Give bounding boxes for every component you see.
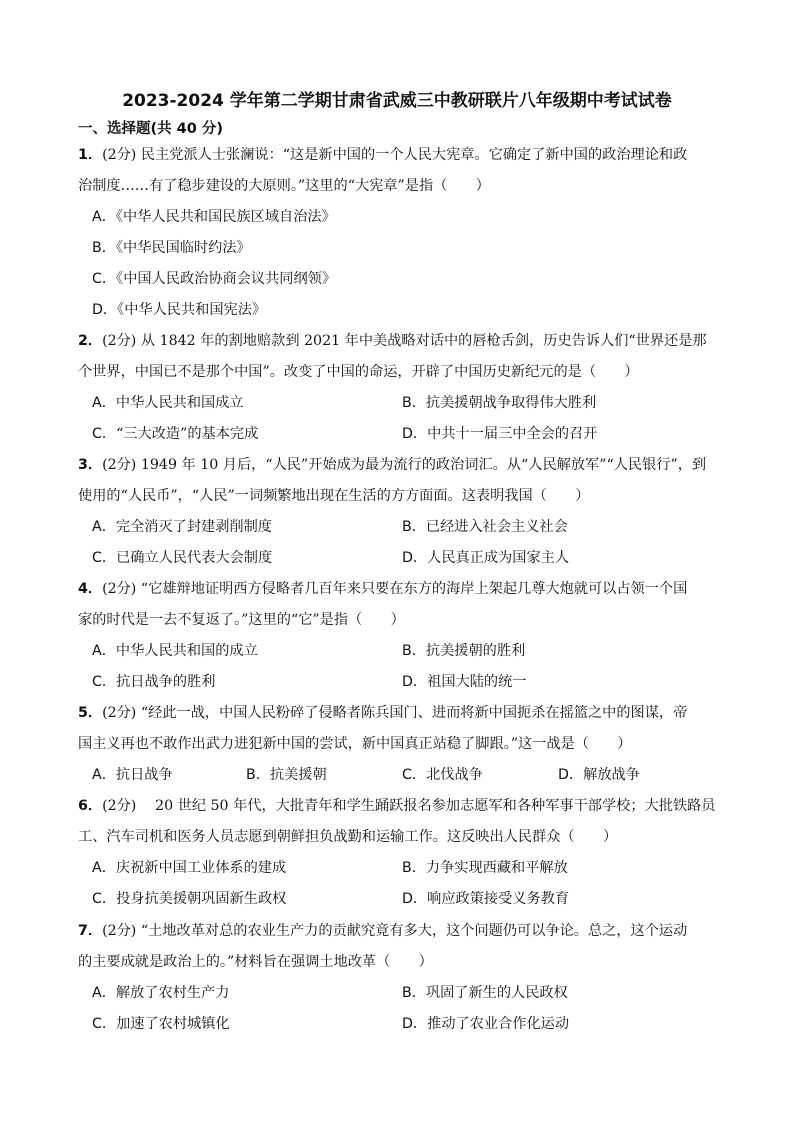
option-b [402, 388, 596, 419]
stem-line: 家的时代是一去不复返了。”这里的“它”是指（ ） [78, 612, 405, 628]
option-label: B． [246, 767, 270, 783]
option-text: 祖国大陆的统一 [427, 674, 527, 690]
option-text: 已经进入社会主义社会 [425, 519, 568, 535]
option-d [402, 884, 569, 915]
option-text: 解放了农村生产力 [115, 985, 230, 1001]
option-label: A． [92, 209, 116, 225]
option-text: 投身抗美援朝巩固新生政权 [116, 891, 287, 907]
option-a [92, 978, 229, 1009]
option-c [78, 264, 718, 295]
option-text: 抗美援朝战争取得伟大胜利 [425, 395, 597, 411]
question-score: (2分) [102, 147, 137, 163]
option-label: D． [92, 302, 118, 318]
option-b [402, 636, 525, 667]
option-label: C． [402, 767, 427, 783]
question-1 [78, 140, 718, 326]
option-a [92, 760, 173, 791]
options-row [78, 388, 718, 419]
option-label: C． [92, 674, 117, 690]
options-row [78, 667, 718, 698]
option-text: 完全消灭了封建剥削制度 [115, 519, 272, 535]
options-row [78, 760, 718, 791]
option-text: 力争实现西藏和平解放 [425, 860, 568, 876]
stem-line: 民主党派人士张澜说：“这是新中国的一个人民大宪章。它确定了新中国的政治理论和政 [140, 147, 688, 163]
options-row [78, 512, 718, 543]
option-label: A． [92, 519, 116, 535]
question-number: 1． [78, 147, 103, 163]
question-6 [78, 791, 718, 915]
option-text: 庆祝新中国工业体系的建成 [115, 860, 287, 876]
option-label: B． [92, 240, 116, 256]
options-row [78, 1009, 718, 1040]
stem-line: 工、汽车司机和医务人员志愿到朝鲜担负战勤和运输工作。这反映出人民群众（ ） [78, 829, 618, 845]
option-text: 《中国人民政治协商会议共同纲领》 [116, 271, 337, 287]
option-text: 解放战争 [583, 767, 640, 783]
question-score: (2分) [102, 798, 137, 814]
page-title: 2023-2024 学年第二学期甘肃省武威三中教研联片八年级期中考试试卷 [122, 91, 672, 111]
question-3 [78, 450, 718, 574]
question-stem [78, 916, 718, 947]
question-stem [78, 791, 718, 822]
question-stem [78, 450, 718, 481]
option-c [92, 543, 272, 574]
option-label: C． [92, 426, 117, 442]
option-text: 抗美援朝 [269, 767, 327, 783]
stem-line: 的主要成就是政治上的。”材料旨在强调土地改革（ ） [78, 954, 433, 970]
section-heading: 一、选择题(共 40 分) [78, 121, 224, 137]
option-text: 北伐战争 [426, 767, 483, 783]
question-stem [78, 574, 718, 605]
option-c [402, 760, 483, 791]
option-a [78, 202, 718, 233]
stem-line: 治制度……有了稳步建设的大原则。”这里的“大宪章”是指（ ） [78, 178, 490, 194]
option-label: B． [402, 860, 426, 876]
question-number: 5． [78, 705, 103, 721]
option-b [246, 760, 327, 791]
question-stem [78, 698, 718, 729]
option-c [92, 419, 258, 450]
option-b [402, 978, 568, 1009]
option-text: 已确立人民代表大会制度 [116, 550, 273, 566]
option-label: D． [402, 674, 428, 690]
option-text: 中华人民共和国成立 [115, 395, 244, 411]
option-text: 《中华民国临时约法》 [115, 240, 251, 256]
options-row [78, 853, 718, 884]
stem-line: 从 1842 年的割地赔款到 2021 年中美战略对话中的唇枪舌剑，历史告诉人们“世界还是那 [140, 333, 707, 349]
option-label: D． [558, 767, 584, 783]
question-stem [78, 140, 718, 171]
option-text: 抗日战争的胜利 [116, 674, 216, 690]
stem-line: 个世界，中国已不是那个中国”。改变了中国的命运，开辟了中国历史新纪元的是（ ） [78, 364, 639, 380]
option-label: D． [402, 426, 428, 442]
option-text: 《中华人民共和国宪法》 [117, 302, 267, 318]
question-stem [78, 326, 718, 357]
question-score: (2分) [102, 333, 137, 349]
question-number: 3． [78, 457, 103, 473]
options-row [78, 884, 718, 915]
question-score: (2分) [102, 923, 137, 939]
options-row [78, 543, 718, 574]
option-c [92, 667, 215, 698]
option-c [92, 884, 286, 915]
option-b [78, 233, 718, 264]
option-label: C． [92, 1016, 117, 1032]
question-score: (2分) [102, 581, 137, 597]
option-text: “三大改造”的基本完成 [116, 426, 259, 442]
option-label: B． [402, 985, 426, 1001]
option-d [402, 419, 597, 450]
option-label: C． [92, 891, 117, 907]
stem-line: “它雄辩地证明西方侵略者几百年来只要在东方的海岸上架起几尊大炮就可以占领一个国 [140, 581, 688, 597]
options-row [78, 978, 718, 1009]
option-label: C． [92, 271, 117, 287]
question-number: 6． [78, 798, 103, 814]
option-a [92, 512, 272, 543]
stem-line: 国主义再也不敢作出武力进犯新中国的尝试，新中国真正站稳了脚跟。”这一战是（ ） [78, 736, 632, 752]
question-score: (2分) [102, 457, 137, 473]
option-d [402, 667, 526, 698]
option-d [402, 543, 569, 574]
stem-line: “经此一战，中国人民粉碎了侵略者陈兵国门、进而将新中国扼杀在摇篮之中的图谋，帝 [140, 705, 688, 721]
stem-line: 使用的“人民币”，“人民”一词频繁地出现在生活的方方面面。这表明我国（ ） [78, 488, 590, 504]
option-text: 《中华人民共和国民族区域自治法》 [115, 209, 336, 225]
option-text: 加速了农村城镇化 [116, 1016, 230, 1032]
stem-line: 1949 年 10 月后，“人民”开始成为最为流行的政治词汇。从“人民解放军”“人民银行”，到 [140, 457, 707, 473]
option-text: 抗美援朝的胜利 [425, 643, 526, 659]
option-text: 中华人民共和国的成立 [115, 643, 258, 659]
question-number: 7． [78, 923, 103, 939]
stem-line: 20 世纪 50 年代，大批青年和学生踊跃报名参加志愿军和各种军事干部学校；大批铁路员 [140, 798, 716, 814]
stem-line: “土地改革对总的农业生产力的贡献究竟有多大，这个问题仍可以争论。总之，这个运动 [140, 923, 688, 939]
option-label: A． [92, 985, 116, 1001]
option-text: 中共十一届三中全会的召开 [427, 426, 598, 442]
question-number: 4． [78, 581, 103, 597]
question-2 [78, 326, 718, 450]
options-row [78, 419, 718, 450]
option-text: 推动了农业合作化运动 [427, 1016, 570, 1032]
option-d [402, 1009, 569, 1040]
option-a [92, 636, 258, 667]
question-score: (2分) [102, 705, 137, 721]
option-a [92, 853, 286, 884]
option-label: B． [402, 395, 426, 411]
option-label: A． [92, 395, 116, 411]
question-5 [78, 698, 718, 791]
option-label: B． [402, 519, 426, 535]
option-d [78, 295, 718, 326]
question-number: 2． [78, 333, 103, 349]
option-b [402, 512, 568, 543]
option-label: C． [92, 550, 117, 566]
option-text: 巩固了新生的人民政权 [425, 985, 568, 1001]
option-label: A． [92, 860, 116, 876]
option-text: 抗日战争 [115, 767, 173, 783]
option-label: B． [402, 643, 426, 659]
option-label: D． [402, 891, 428, 907]
question-4 [78, 574, 718, 698]
option-a [92, 388, 244, 419]
option-label: A． [92, 643, 116, 659]
options-row [78, 636, 718, 667]
option-text: 响应政策接受义务教育 [427, 891, 570, 907]
question-7 [78, 916, 718, 1040]
option-d [558, 760, 640, 791]
option-label: D． [402, 1016, 428, 1032]
option-c [92, 1009, 230, 1040]
option-text: 人民真正成为国家主人 [427, 550, 570, 566]
option-label: A． [92, 767, 116, 783]
option-label: D． [402, 550, 428, 566]
option-b [402, 853, 568, 884]
